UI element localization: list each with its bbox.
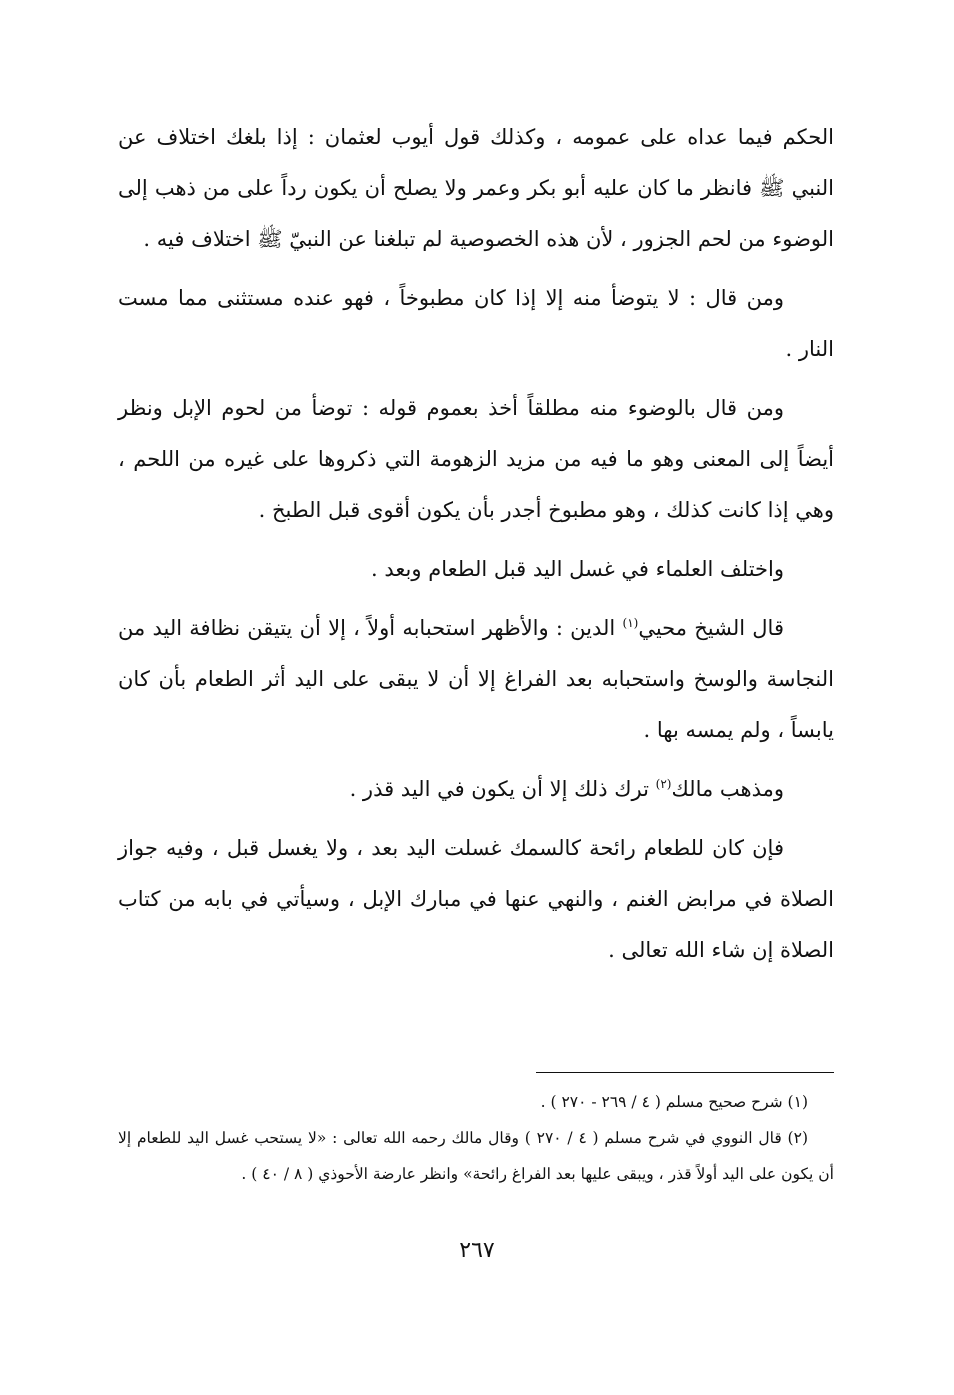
paragraph-6-start: ومذهب مالك (671, 777, 784, 801)
page-number: ٢٦٧ (459, 1238, 495, 1263)
paragraph-5-start: قال الشيخ محيي (638, 616, 784, 640)
main-text (118, 112, 834, 1183)
paragraph-1: الحكم فيما عداه على عمومه ، وكذلك قول أيوب لعثمان : إذا بلغك اختلاف عن النبي ﷺ فانظر ما كان عليه أبو بكر وعمر ولا يصلح أن يكون رداً على من ذهب إلى الوضوء من لحم الجزور ، لأن هذه الخصوصية لم تبلغنا عن النبيّ ﷺ اختلاف فيه . (118, 125, 834, 251)
footnote-ref-1[interactable]: (١) (622, 616, 639, 630)
paragraph-4: واختلف العلماء في غسل اليد قبل الطعام وبعد . (371, 557, 784, 581)
paragraph-5 (118, 603, 834, 756)
paragraph-3: ومن قال بالوضوء منه مطلقاً أخذ بعموم قوله : توضأ من لحوم الإبل ونظر أيضاً إلى المعنى وهو ما فيه من مزيد الزهومة التي ذكروها على غيره من اللحم ، وهي إذا كانت كذلك ، وهو مطبوخ أجدر بأن يكون أقوى قبل الطبخ . (118, 396, 834, 522)
paragraph-2: ومن قال : لا يتوضأ منه إلا إذا كان مطبوخاً ، فهو عنده مستثنى مما مست النار . (118, 286, 834, 361)
footnote-divider (536, 1072, 834, 1073)
paragraph-6-rest: ترك ذلك إلا أن يكون في اليد قذر . (349, 777, 656, 801)
footnote-ref-2[interactable]: (٢) (655, 777, 672, 791)
footnotes (118, 1084, 834, 1192)
paragraph-6 (118, 764, 834, 815)
footnote-2: (٢) قال النووي في شرح مسلم ( ٤ / ٢٧٠ ) وقال مالك رحمه الله تعالى : «لا يستحب غسل اليد للطعام إلا أن يكون على اليد أولاً قذر ، ويبقى عليها بعد الفراغ رائحة» وانظر عارضة الأحوذي ( ٨ / ٤٠ ) . (118, 1129, 834, 1183)
footnote-1: (١) شرح صحيح مسلم ( ٤ / ٢٦٩ - ٢٧٠ ) . (540, 1093, 808, 1111)
paragraph-5-rest: الدين : والأظهر استحبابه أولاً ، إلا أن يتيقن نظافة اليد من النجاسة والوسخ واستحبابه بعد الفراغ إلا أن لا يبقى على اليد أثر الطعام بأن كان يابساً ، ولم يمسه بها . (118, 616, 834, 742)
paragraph-7: فإن كان للطعام رائحة كالسمك غسلت اليد بعد ، ولا يغسل قبل ، وفيه جواز الصلاة في مرابض الغنم ، والنهي عنها في مبارك الإبل ، وسيأتي في بابه من كتاب الصلاة إن شاء الله تعالى . (118, 836, 834, 962)
